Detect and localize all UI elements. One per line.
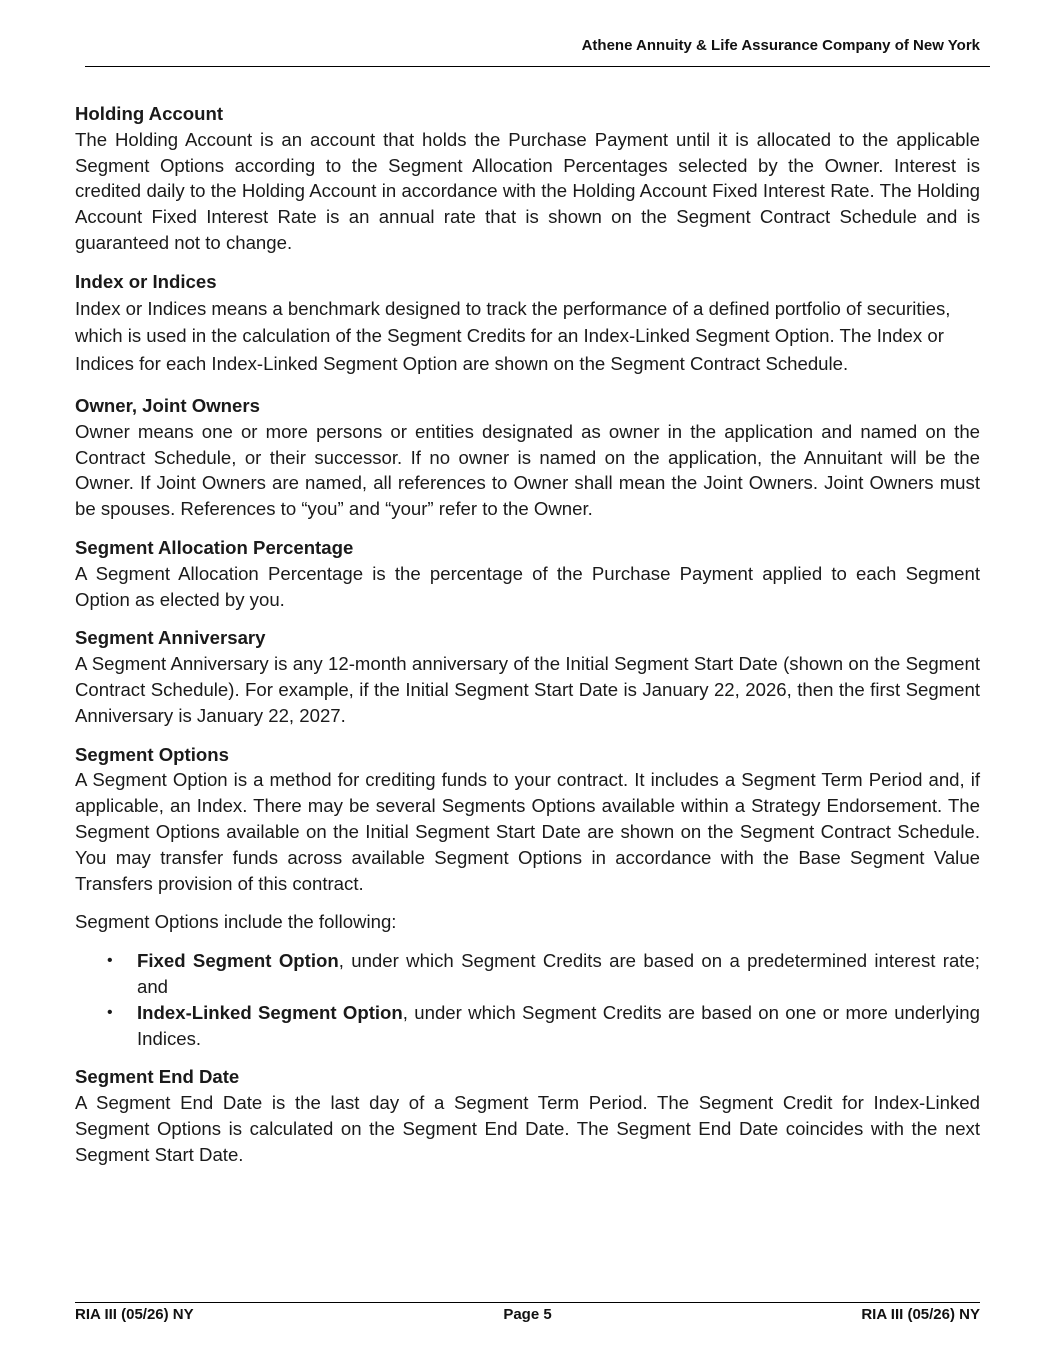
list-item-text: , under which Segment Credits are based on one or more underlying Indices. — [137, 1001, 980, 1049]
definition-segment-allocation-percentage — [75, 535, 980, 612]
list-item-text: , under which Segment Credits are based on a predetermined interest rate; and — [137, 950, 980, 998]
definition-text: A Segment Anniversary is any 12-month anniversary of the Initial Segment Start Date (shown on the Segment Contract Schedule). For example, if the Initial Segment Start Date is January 22, 2026, then the first Segment Anniversary is January 22, 2027. — [75, 653, 980, 726]
definition-segment-options — [75, 742, 980, 1052]
form-number-left: RIA III (05/26) NY — [75, 1306, 194, 1323]
document-body — [75, 101, 980, 1181]
definition-holding-account — [75, 101, 980, 256]
list-item-term: Fixed Segment Option — [137, 950, 339, 972]
bullet-icon: • — [107, 1003, 113, 1021]
definition-heading: Segment Options — [75, 743, 229, 765]
definition-heading: Segment Allocation Percentage — [75, 537, 354, 559]
definition-heading: Index or Indices — [75, 270, 217, 292]
form-number-right: RIA III (05/26) NY — [861, 1306, 980, 1323]
definition-text: A Segment Option is a method for crediting funds to your contract. It includes a Segment Term Period and, if applicable, an Index. There may be several Segments Options available within a Strategy Endorsement. The Segment Options available on the Initial Segment Start Date are shown on the Segment Contract Schedule. You may transfer funds across available Segment Options in accordance with the Base Segment Value Transfers provision of this contract. — [75, 769, 980, 894]
definition-segment-end-date — [75, 1064, 980, 1167]
page-footer — [75, 1302, 980, 1323]
definition-text: Index or Indices means a benchmark designed to track the performance of a defined portfolio of securities, which is used in the calculation of the Segment Credits for an Index-Linked Segment Option. The Index or Indices for each Index-Linked Segment Option are shown on the Segment Contract Schedule. — [75, 297, 951, 374]
definition-heading: Segment Anniversary — [75, 627, 266, 649]
company-name: Athene Annuity & Life Assurance Company of New York — [581, 37, 980, 54]
segment-options-list — [75, 948, 980, 1051]
page-header — [85, 35, 990, 67]
list-item — [75, 1000, 980, 1052]
list-item — [75, 948, 980, 1000]
definition-segment-anniversary — [75, 625, 980, 728]
definition-text: The Holding Account is an account that holds the Purchase Payment until it is allocated to the applicable Segment Options according to the Segment Allocation Percentages selected by the Owner. Interest is credited daily to the Holding Account in accordance with the Holding Account Fixed Interest Rate. The Holding Account Fixed Interest Rate is an annual rate that is shown on the Segment Contract Schedule and is guaranteed not to change. — [75, 128, 980, 253]
definition-heading: Segment End Date — [75, 1066, 240, 1088]
definition-heading: Holding Account — [75, 103, 224, 124]
bullet-icon: • — [107, 952, 113, 970]
definition-text: Owner means one or more persons or entities designated as owner in the application and named on the Contract Schedule, or their successor. If no owner is named on the application, the Annuitant will be the Owner. If Joint Owners are named, all references to Owner shall mean the Joint Owners. Joint Owners must be spouses. References to “you” and “your” refer to the Owner. — [75, 420, 980, 520]
definition-text: A Segment Allocation Percentage is the percentage of the Purchase Payment applied to each Segment Option as elected by you. — [75, 562, 980, 610]
page-number: Page 5 — [503, 1306, 552, 1323]
definition-index-or-indices — [75, 269, 980, 377]
definition-owner-joint-owners — [75, 393, 980, 522]
list-item-term: Index-Linked Segment Option — [137, 1001, 403, 1023]
segment-options-intro: Segment Options include the following: — [75, 911, 397, 933]
definition-text: A Segment End Date is the last day of a Segment Term Period. The Segment Credit for Index-Linked Segment Options is calculated on the Segment End Date. The Segment End Date coincides with the next Segment Start Date. — [75, 1092, 980, 1165]
definition-heading: Owner, Joint Owners — [75, 395, 260, 417]
